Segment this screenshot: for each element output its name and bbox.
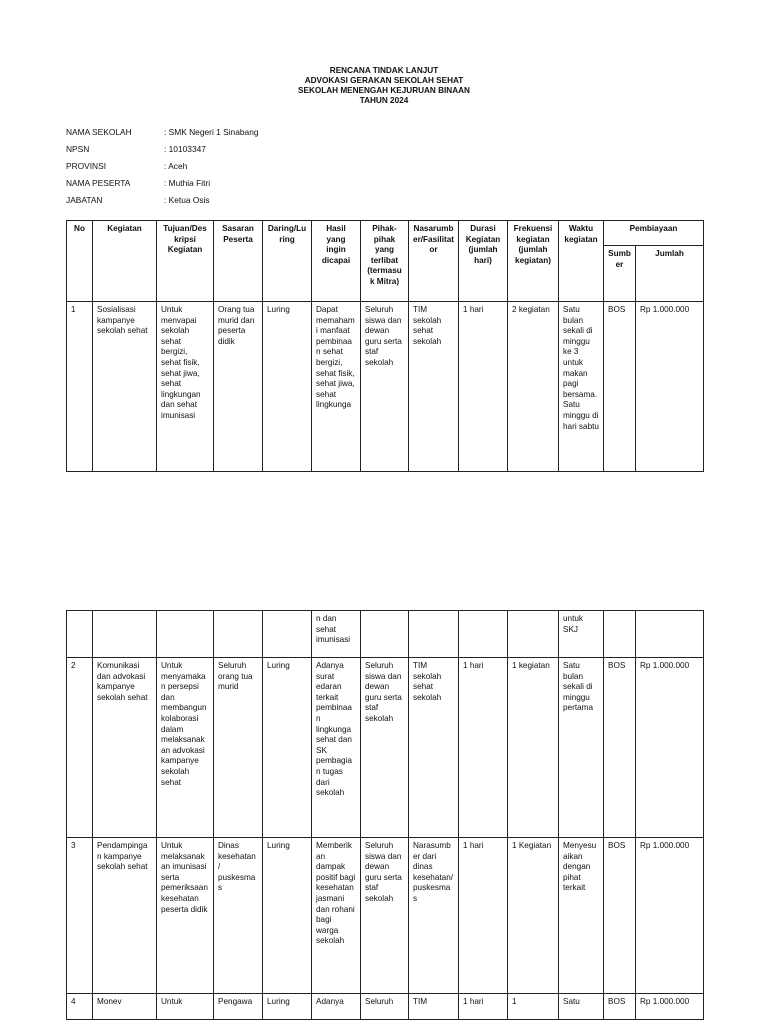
title-line-1: RENCANA TINDAK LANJUT <box>329 66 439 75</box>
title-line-4: TAHUN 2024 <box>359 96 409 105</box>
cell-frekuensi: 1 Kegiatan <box>508 838 559 994</box>
cell-pihak <box>361 611 409 658</box>
cell-jumlah: Rp 1.000.000 <box>636 658 704 838</box>
header-sumber: Sumber <box>604 246 636 302</box>
cell-durasi: 1 hari <box>459 658 508 838</box>
cell-pihak: Seluruh <box>361 994 409 1020</box>
cell-daring: Luring <box>263 838 312 994</box>
cell-tujuan: Untuk menyamakan persepsi dan membangun kolaborasi dalam melaksanakan advokasi kampanye sekolah sehat <box>157 658 214 838</box>
cell-pihak: Seluruh siswa dan dewan guru serta staf sekolah <box>361 838 409 994</box>
info-row <box>66 127 259 144</box>
header-pembiayaan: Pembiayaan <box>604 221 704 246</box>
cell-durasi: 1 hari <box>459 994 508 1020</box>
cell-frekuensi <box>508 611 559 658</box>
cell-sumber <box>604 611 636 658</box>
cell-jumlah: Rp 1.000.000 <box>636 838 704 994</box>
cell-narasumber <box>409 611 459 658</box>
cell-narasumber: TIM sekolah sehat sekolah <box>409 302 459 472</box>
header-waktu: Waktu kegiatan <box>559 221 604 302</box>
cell-no: 1 <box>67 302 93 472</box>
header-kegiatan: Kegiatan <box>93 221 157 302</box>
cell-pihak: Seluruh siswa dan dewan guru serta staf sekolah <box>361 658 409 838</box>
cell-jumlah <box>636 611 704 658</box>
cell-waktu: untuk SKJ <box>559 611 604 658</box>
header-tujuan: Tujuan/Deskripsi Kegiatan <box>157 221 214 302</box>
header-hasil: Hasil yang ingin dicapai <box>312 221 361 302</box>
cell-sasaran: Seluruh orang tua murid <box>214 658 263 838</box>
cell-no: 4 <box>67 994 93 1020</box>
cell-hasil: Adanya surat edaran terkait pembinaan lingkunga sehat dan SK pembagian tugas dari sekolah <box>312 658 361 838</box>
cell-sasaran <box>214 611 263 658</box>
header-no: No <box>67 221 93 302</box>
cell-kegiatan: Sosialisasi kampanye sekolah sehat <box>93 302 157 472</box>
info-row <box>66 144 259 161</box>
cell-sumber: BOS <box>604 658 636 838</box>
cell-durasi: 1 hari <box>459 838 508 994</box>
cell-waktu: Satu bulan sekali di minggu pertama <box>559 658 604 838</box>
cell-sasaran: Orang tua murid dan peserta didik <box>214 302 263 472</box>
info-value: : SMK Negeri 1 Sinabang <box>164 127 259 137</box>
cell-tujuan <box>157 611 214 658</box>
cell-waktu: Satu <box>559 994 604 1020</box>
cell-kegiatan: Monev <box>93 994 157 1020</box>
cell-no: 3 <box>67 838 93 994</box>
table-row <box>67 658 704 838</box>
header-jumlah: Jumlah <box>636 246 704 302</box>
cell-daring: Luring <box>263 658 312 838</box>
cell-sasaran: Pengawa <box>214 994 263 1020</box>
cell-narasumber: TIM sekolah sehat sekolah <box>409 658 459 838</box>
cell-kegiatan: Komunikasi dan advokasi kampanye sekolah sehat <box>93 658 157 838</box>
cell-tujuan: Untuk <box>157 994 214 1020</box>
cell-frekuensi: 1 <box>508 994 559 1020</box>
cell-sumber: BOS <box>604 838 636 994</box>
info-value: : Muthia Fitri <box>164 178 211 188</box>
cell-no <box>67 611 93 658</box>
cell-pihak: Seluruh siswa dan dewan guru serta staf sekolah <box>361 302 409 472</box>
cell-kegiatan: Pendampingan kampanye sekolah sehat <box>93 838 157 994</box>
info-row <box>66 161 259 178</box>
action-plan-table-page-1 <box>66 220 704 472</box>
header-narasumber: Nasarumber/Fasilitator <box>409 221 459 302</box>
table-row <box>67 994 704 1020</box>
cell-narasumber: TIM <box>409 994 459 1020</box>
header-durasi: Durasi Kegiatan (jumlah hari) <box>459 221 508 302</box>
title-line-2: ADVOKASI GERAKAN SEKOLAH SEHAT <box>304 76 464 85</box>
action-plan-table-page-2 <box>66 610 704 1020</box>
cell-no: 2 <box>67 658 93 838</box>
cell-sasaran: Dinas kesehatan/ puskesmas <box>214 838 263 994</box>
cell-tujuan: Untuk menvapai sekolah sehat bergizi, sehat fisik, sehat jiwa, sehat lingkungan dan sehat imunisasi <box>157 302 214 472</box>
info-value: : Aceh <box>164 161 188 171</box>
cell-jumlah: Rp 1.000.000 <box>636 994 704 1020</box>
info-row <box>66 178 259 195</box>
cell-daring: Luring <box>263 994 312 1020</box>
cell-hasil: Dapat memahami manfaat pembinaan sehat bergizi, sehat fisik, sehat jiwa, sehat lingkunga <box>312 302 361 472</box>
info-label: NAMA PESERTA <box>66 178 131 188</box>
cell-hasil: Adanya <box>312 994 361 1020</box>
cell-tujuan: Untuk melaksanakan imunisasi serta pemeriksaan kesehatan peserta didik <box>157 838 214 994</box>
cell-durasi <box>459 611 508 658</box>
info-label: NAMA SEKOLAH <box>66 127 132 137</box>
header-sasaran: Sasaran Peserta <box>214 221 263 302</box>
cell-frekuensi: 1 kegiatan <box>508 658 559 838</box>
cell-kegiatan <box>93 611 157 658</box>
header-pihak: Pihak-pihak yang terlibat (termasuk Mitra) <box>361 221 409 302</box>
cell-durasi: 1 hari <box>459 302 508 472</box>
cell-narasumber: Narasumber dari dinas kesehatan/ puskesmas <box>409 838 459 994</box>
cell-frekuensi: 2 kegiatan <box>508 302 559 472</box>
header-daring: Daring/Luring <box>263 221 312 302</box>
info-value: : 10103347 <box>164 144 206 154</box>
cell-sumber: BOS <box>604 302 636 472</box>
cell-waktu: Menyesuaikan dengan pihat terkait <box>559 838 604 994</box>
cell-hasil: Memberikan dampak positif bagi kesehatan jasmani dan rohani bagi warga sekolah <box>312 838 361 994</box>
info-value: : Ketua Osis <box>164 195 210 205</box>
info-label: NPSN <box>66 144 90 154</box>
info-row <box>66 195 259 212</box>
table-row <box>67 838 704 994</box>
document-title <box>0 66 768 106</box>
info-label: JABATAN <box>66 195 103 205</box>
table-row <box>67 302 704 472</box>
cell-daring <box>263 611 312 658</box>
cell-sumber: BOS <box>604 994 636 1020</box>
table-row <box>67 611 704 658</box>
cell-waktu: Satu bulan sekali di minggu ke 3 untuk makan pagi bersama. Satu minggu di hari sabtu <box>559 302 604 472</box>
cell-jumlah: Rp 1.000.000 <box>636 302 704 472</box>
header-frekuensi: Frekuensi kegiatan (jumlah kegiatan) <box>508 221 559 302</box>
title-line-3: SEKOLAH MENENGAH KEJURUAN BINAAN <box>298 86 470 95</box>
cell-hasil: n dan sehat imunisasi <box>312 611 361 658</box>
info-label: PROVINSI <box>66 161 107 171</box>
cell-daring: Luring <box>263 302 312 472</box>
identity-info <box>66 127 259 212</box>
